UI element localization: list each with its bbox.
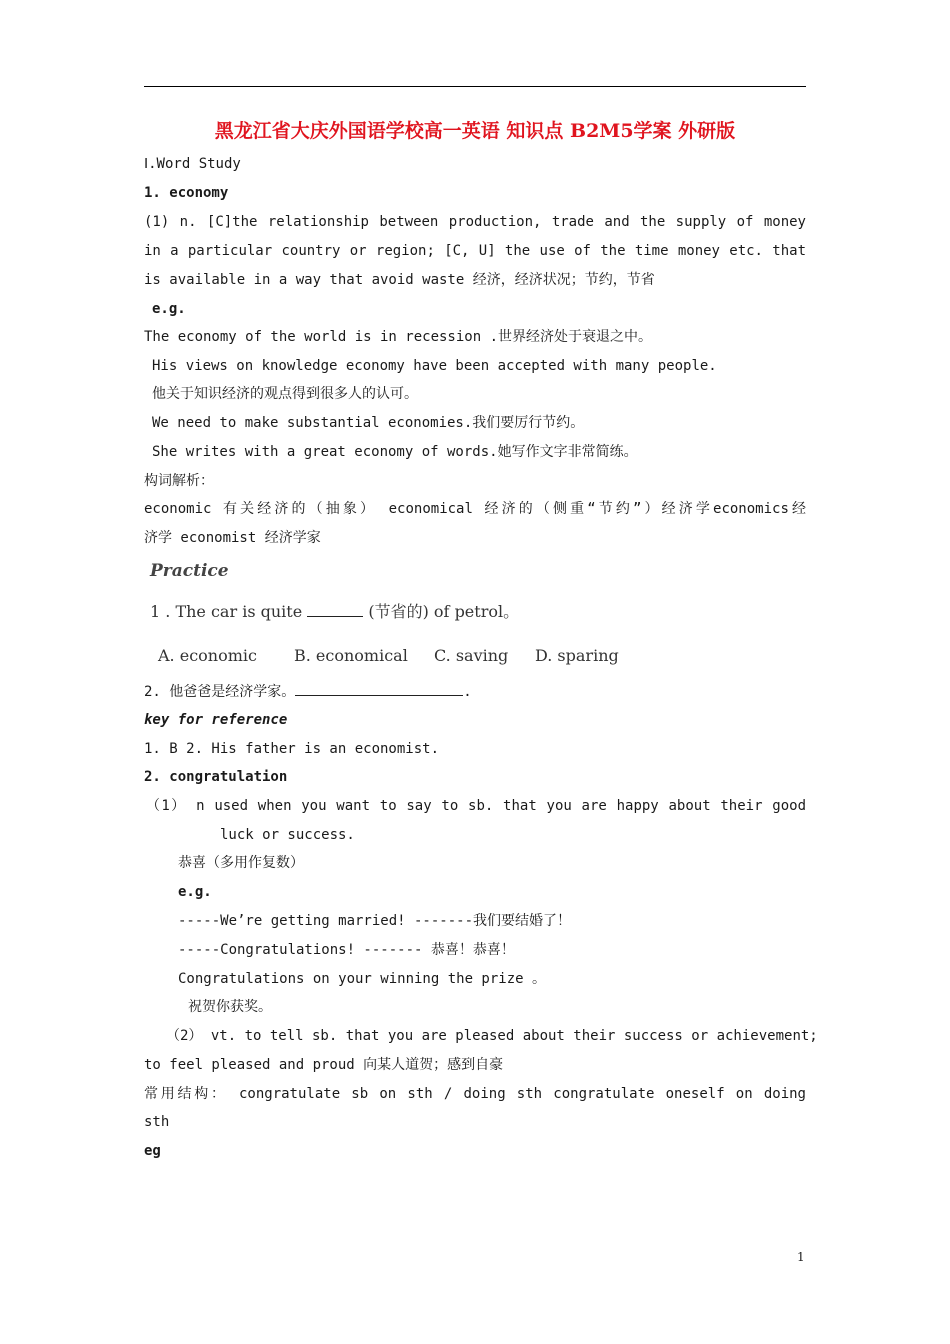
word1-example-2-translation: 他关于知识经济的观点得到很多人的认可。 (152, 386, 418, 402)
word1-example-2: His views on knowledge economy have been accepted with many people. (152, 358, 717, 374)
practice-q1-suffix: (节省的) of petrol。 (363, 602, 520, 621)
common-structure-line1: 常用结构： congratulate sb on sth / doing sth congratulate oneself on doing (144, 1086, 806, 1102)
section-heading: Ⅰ.Word Study (144, 156, 241, 172)
word2-definition2-line1: （2） vt. to tell sb. that you are pleased about their success or achievement; (166, 1028, 818, 1044)
word2-example-3: Congratulations on your winning the prize 。 (178, 971, 547, 987)
practice-q2-prefix: 2. 他爸爸是经济学家。 (144, 684, 296, 700)
page-number: 1 (797, 1250, 805, 1264)
word2-eg-label-2: eg (144, 1143, 161, 1159)
practice-question-2 (144, 681, 472, 702)
practice-q2-suffix: . (463, 684, 472, 700)
word2-eg-label: e.g. (178, 884, 212, 900)
word1-definition-line1: (1) n. [C]the relationship between production, trade and the supply of money (144, 214, 806, 230)
word1-example-4: She writes with a great economy of words.她写作文字非常简练。 (152, 444, 638, 460)
practice-question-1 (150, 602, 519, 622)
word1-definition-line3: is available in a way that avoid waste 经济，经济状况；节约，节省 (144, 272, 655, 288)
practice-label: Practice (150, 561, 229, 581)
word-formation-label: 构词解析： (144, 473, 214, 489)
word2-definition1-translation: 恭喜（多用作复数） (178, 855, 304, 871)
word2-heading: 2. congratulation (144, 769, 288, 785)
word2-definition2-line2: to feel pleased and proud 向某人道贺；感到自豪 (144, 1057, 504, 1073)
key-label: key for reference (144, 712, 288, 728)
document-title: 黑龙江省大庆外国语学校高一英语 知识点 B2M5学案 外研版 (214, 120, 736, 142)
word1-example-3: We need to make substantial economies.我们要厉行节约。 (152, 415, 585, 431)
word-formation-line1: economic 有关经济的（抽象） economical 经济的（侧重“节约”）经济学economics经 (144, 501, 806, 517)
practice-q2-blank (295, 681, 463, 696)
word2-example-1: -----We’re getting married! -------我们要结婚了！ (178, 913, 572, 929)
word1-heading: 1. economy (144, 185, 229, 201)
word-formation-line2: 济学 economist 经济学家 (144, 530, 321, 546)
word1-definition-line2: in a particular country or region; [C, U] the use of the time money etc. that (144, 243, 806, 259)
practice-q1-option-a: A. economic (158, 646, 257, 665)
practice-q1-prefix: 1 . The car is quite (150, 602, 308, 621)
practice-q1-option-c: C. saving (434, 646, 509, 665)
practice-q1-option-b: B. economical (294, 646, 408, 665)
header-rule (144, 86, 806, 87)
practice-q1-blank (307, 602, 363, 617)
word2-definition1-line2: luck or success. (220, 827, 355, 843)
common-structure-line2: sth (144, 1114, 170, 1130)
word2-example-3-translation: 祝贺你获奖。 (188, 999, 272, 1015)
word1-example-1: The economy of the world is in recession .世界经济处于衰退之中。 (144, 329, 653, 345)
word1-eg-label: e.g. (152, 301, 186, 317)
word2-definition1-line1: （1） n used when you want to say to sb. that you are happy about their good (146, 798, 806, 814)
practice-q1-option-d: D. sparing (535, 646, 619, 665)
key-answers: 1. B 2. His father is an economist. (144, 741, 440, 757)
word2-example-2: -----Congratulations! ------- 恭喜！恭喜！ (178, 942, 515, 958)
